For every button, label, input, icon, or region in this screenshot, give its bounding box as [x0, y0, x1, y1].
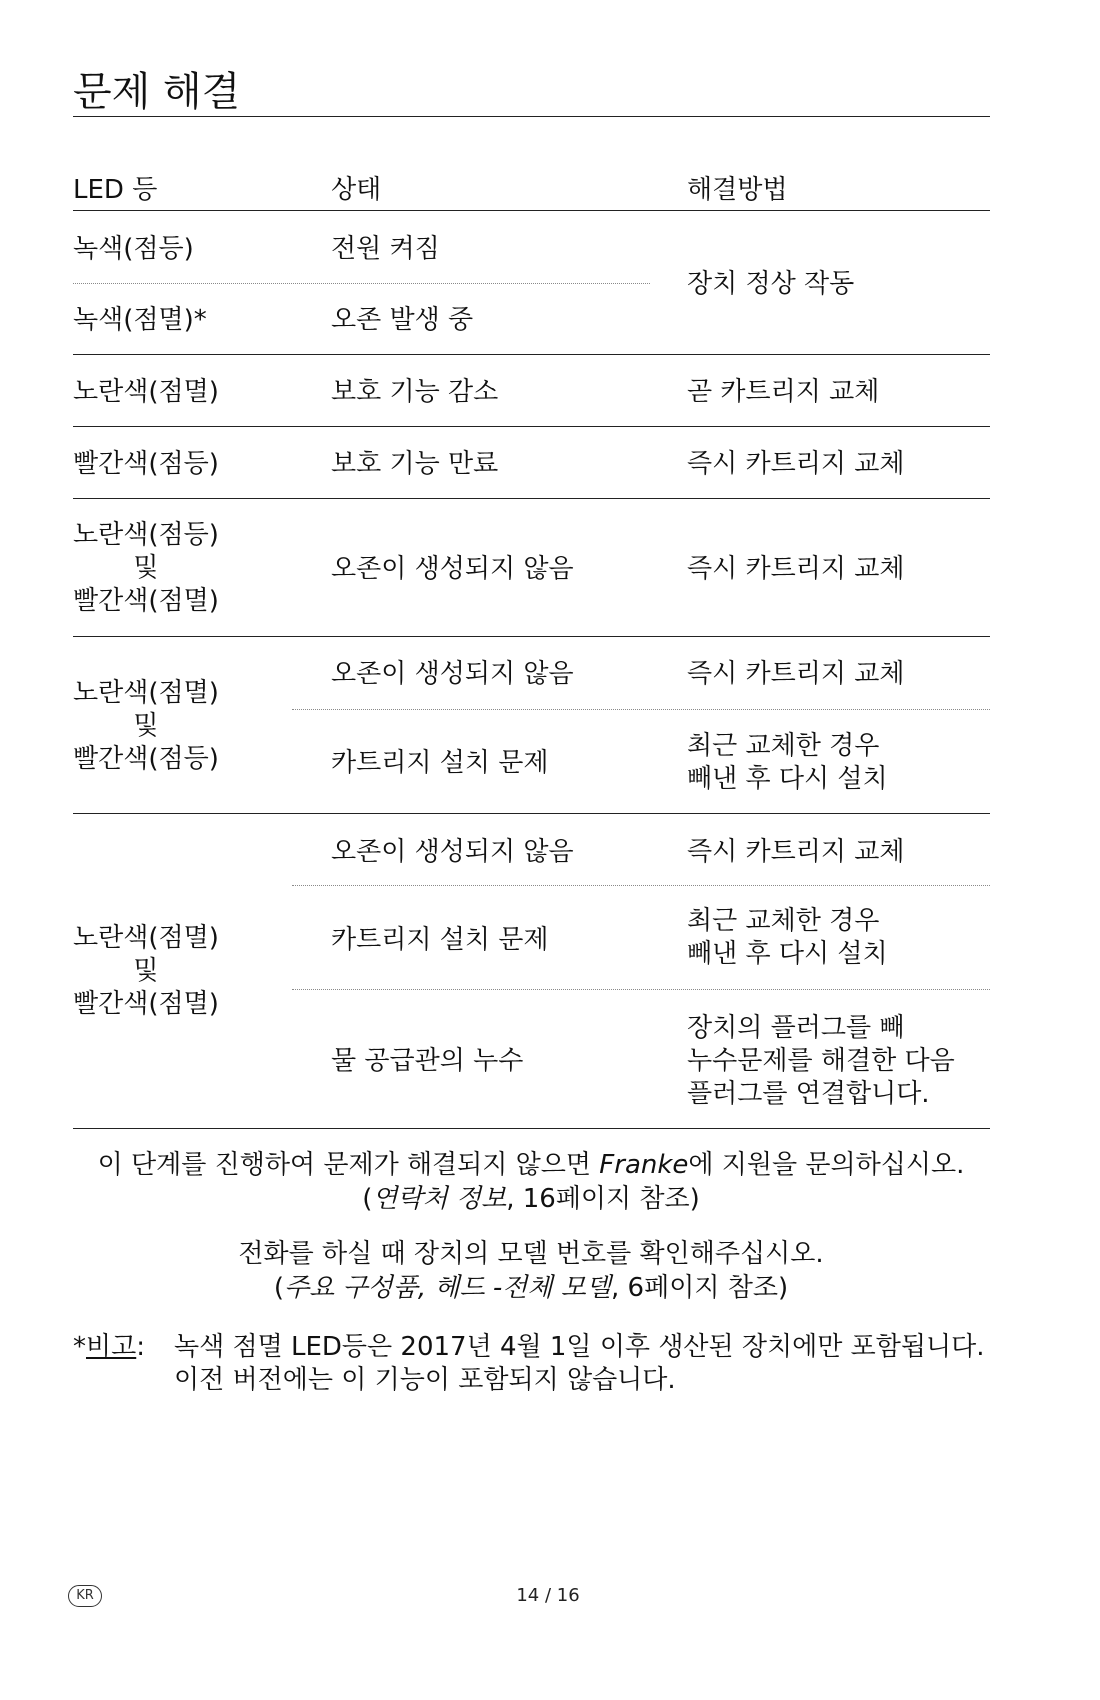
reference-title: 주요 구성품, 헤드 -전체 모델 [284, 1273, 612, 1303]
led-cell: 노란색(점멸) [73, 377, 219, 407]
status-cell: 카트리지 설치 문제 [331, 925, 549, 955]
header-status: 상태 [331, 175, 382, 205]
row-dotted-divider [73, 283, 650, 284]
solution-line: 플러그를 연결합니다. [687, 1079, 930, 1109]
solution-cell: 장치 정상 작동 [687, 269, 855, 299]
reference-page: , 16페이지 참조) [506, 1184, 700, 1214]
status-cell: 오존이 생성되지 않음 [331, 554, 574, 584]
status-cell: 오존 발생 중 [331, 305, 474, 335]
row-divider [73, 498, 990, 499]
table-bottom-divider [73, 1128, 990, 1129]
solution-cell: 곧 카트리지 교체 [687, 377, 880, 407]
model-number-line: 전화를 하실 때 장치의 모델 번호를 확인해주십시오. [238, 1239, 824, 1269]
row-dotted-divider [292, 885, 990, 886]
led-cell: 녹색(점멸)* [73, 305, 207, 335]
solution-cell: 즉시 카트리지 교체 [687, 837, 905, 867]
support-text: 에 지원을 문의하십시오. [688, 1150, 965, 1180]
status-cell: 전원 켜짐 [331, 234, 440, 264]
note-marker: * [73, 1332, 86, 1362]
note-text: 이전 버전에는 이 기능이 포함되지 않습니다. [174, 1365, 676, 1395]
solution-line: 최근 교체한 경우 [687, 731, 880, 761]
model-reference [0, 1272, 1062, 1305]
paren: ( [273, 1273, 285, 1303]
solution-line: 빼낸 후 다시 설치 [687, 764, 888, 794]
note-label-text: 비고 [86, 1332, 137, 1362]
row-divider [73, 813, 990, 814]
led-line: 및 [133, 711, 159, 741]
reference-title: 연락처 정보 [372, 1184, 507, 1214]
solution-cell: 즉시 카트리지 교체 [687, 449, 905, 479]
reference-page: , 6페이지 참조) [611, 1273, 789, 1303]
solution-cell [687, 1012, 955, 1111]
header-led: LED 등 [73, 175, 158, 205]
led-line: 노란색(점등) [73, 520, 219, 550]
status-cell: 물 공급관의 누수 [331, 1046, 524, 1076]
led-cell: 빨간색(점등) [73, 449, 219, 479]
led-cell: 녹색(점등) [73, 234, 194, 264]
solution-cell [687, 905, 888, 971]
solution-cell: 즉시 카트리지 교체 [687, 659, 905, 689]
row-divider [73, 426, 990, 427]
support-reference [0, 1183, 1062, 1216]
led-line: 노란색(점멸) [73, 923, 219, 953]
note-colon: : [136, 1332, 145, 1362]
language-badge: KR [68, 1585, 102, 1607]
status-cell: 보호 기능 감소 [331, 377, 499, 407]
header-divider [73, 210, 990, 211]
page-title: 문제 해결 [73, 69, 241, 115]
led-cell [73, 519, 219, 618]
led-line: 노란색(점멸) [73, 678, 219, 708]
led-line: 빨간색(점멸) [73, 989, 219, 1019]
page-number: 14 / 16 [516, 1585, 580, 1606]
support-text: 이 단계를 진행하여 문제가 해결되지 않으면 [97, 1150, 600, 1180]
row-divider [73, 354, 990, 355]
solution-line: 최근 교체한 경우 [687, 906, 880, 936]
led-line: 및 [133, 553, 159, 583]
solution-line: 누수문제를 해결한 다음 [687, 1046, 955, 1076]
solution-cell: 즉시 카트리지 교체 [687, 554, 905, 584]
led-line: 빨간색(점멸) [73, 586, 219, 616]
led-cell [73, 922, 219, 1021]
solution-line: 빼낸 후 다시 설치 [687, 939, 888, 969]
header-solution: 해결방법 [687, 175, 788, 205]
support-line [0, 1149, 1062, 1182]
led-cell [73, 677, 219, 776]
note-label [73, 1331, 145, 1364]
status-cell: 보호 기능 만료 [331, 449, 499, 479]
led-line: 및 [133, 956, 159, 986]
solution-line: 장치의 플러그를 빼 [687, 1013, 905, 1043]
solution-cell [687, 730, 888, 796]
paren: ( [362, 1184, 373, 1214]
row-dotted-divider [292, 709, 990, 710]
brand-name: Franke [599, 1150, 689, 1180]
row-divider [73, 636, 990, 637]
led-line: 빨간색(점등) [73, 744, 219, 774]
note-text: 녹색 점멸 LED등은 2017년 4월 1일 이후 생산된 장치에만 포함됩니다. [174, 1332, 985, 1362]
status-cell: 오존이 생성되지 않음 [331, 659, 574, 689]
title-underline [73, 116, 990, 117]
status-cell: 카트리지 설치 문제 [331, 748, 549, 778]
row-dotted-divider [292, 989, 990, 990]
status-cell: 오존이 생성되지 않음 [331, 837, 574, 867]
